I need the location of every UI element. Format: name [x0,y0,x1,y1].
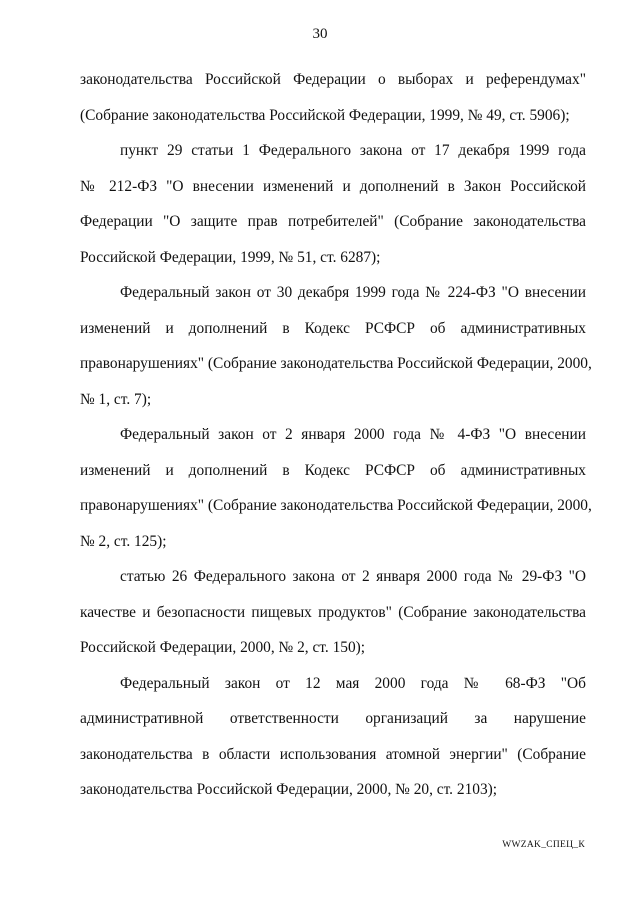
text-line: административной ответственности организаций за нарушение [80,710,586,727]
text-line: законодательства Российской Федерации о выборах и референдумах" [80,71,586,88]
paragraph [80,559,586,666]
text-line: пункт 29 статьи 1 Федерального закона от 17 декабря 1999 года [120,142,586,159]
text-line: (Собрание законодательства Российской Федерации, 1999, № 49, ст. 5906); [80,106,570,124]
paragraph [80,133,586,275]
text-line: законодательства Российской Федерации, 2000, № 20, ст. 2103); [80,781,498,798]
text-line: Федеральный закон от 30 декабря 1999 года № 224-ФЗ "О внесении [120,284,586,301]
text-line: Федерации "О защите прав потребителей" (Собрание законодательства [80,213,586,230]
paragraph [80,275,592,417]
text-line: правонарушениях" (Собрание законодательства Российской Федерации, 2000, [80,355,592,372]
text-line: Российской Федерации, 2000, № 2, ст. 150); [80,639,366,656]
text-line: Федеральный закон от 2 января 2000 года № 4-ФЗ "О внесении [120,426,586,443]
text-line: № 1, ст. 7); [80,390,152,408]
document-code: WWZAK_СПЕЦ_К [502,840,585,850]
text-line: статью 26 Федерального закона от 2 января 2000 года № 29-ФЗ "О [120,568,586,585]
text-line: № 2, ст. 125); [80,532,167,550]
paragraph [80,62,586,133]
text-line: изменений и дополнений в Кодекс РСФСР об административных [80,461,586,479]
paragraph [80,417,592,559]
text-line: изменений и дополнений в Кодекс РСФСР об административных [80,319,586,337]
text-line: № 212-ФЗ "О внесении изменений и дополнений в Закон Российской [80,177,586,195]
text-line: Российской Федерации, 1999, № 51, ст. 6287); [80,248,381,266]
text-line: качестве и безопасности пищевых продуктов" (Собрание законодательства [80,603,586,621]
paragraph [80,666,586,808]
text-line: правонарушениях" (Собрание законодательства Российской Федерации, 2000, [80,497,592,514]
document-body [80,62,592,808]
text-line: Федеральный закон от 12 мая 2000 года № 68-ФЗ "Об [120,674,586,692]
page-number: 30 [312,26,328,42]
text-line: законодательства в области использования атомной энергии" (Собрание [80,745,586,763]
